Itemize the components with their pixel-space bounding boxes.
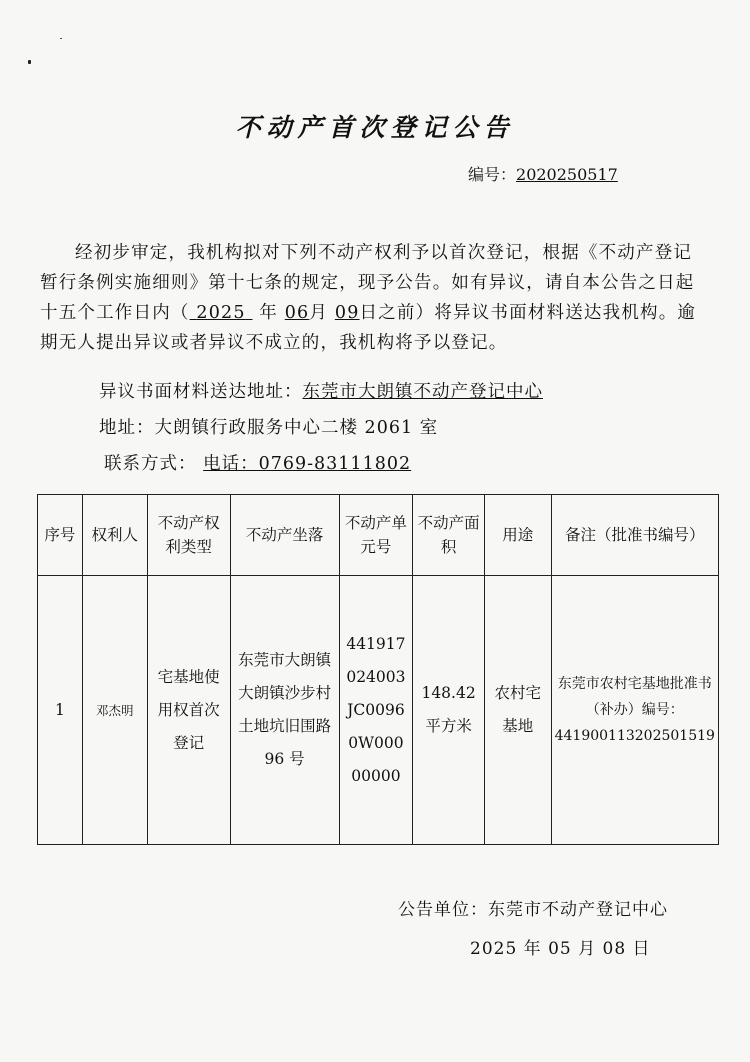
delivery-address-line [99,378,543,403]
cell-unit-no [339,576,413,845]
paragraph-text-2: 日之前）将异议书面材料送达我机构。逾期无人提出异议或者异议不成立的，我机构将予以登记。 [40,303,697,353]
header-cell: 不动产权利类型 [147,495,230,576]
contact-line [104,450,411,475]
deadline-month: 06 [284,303,310,323]
cell-holder: 邓杰明 [82,576,147,845]
header-cell: 用途 [484,495,551,576]
paragraph-text-1: 经初步审定，我机构拟对下列不动产权利予以首次登记，根据《不动产登记暂行条例实施细则》第十七条的规定，现予公告。如有异议，请自本公告之日起十五个工作日内（ [40,243,695,323]
registration-table [37,494,719,845]
year-unit: 年 [259,303,278,323]
contact-label: 联系方式： [104,454,197,474]
address-line [99,414,445,439]
issue-date: 2025 年 05 月 08 日 [470,939,651,959]
header-cell: 不动产面积 [413,495,484,576]
address-label: 地址： [99,418,155,438]
cell-no: 1 [38,576,83,845]
unit-no-text: 441917024003JC00960W00000000 [346,634,406,785]
issuer: 公告单位：东莞市不动产登记中心 [398,900,668,920]
deadline-day: 09 [334,303,360,323]
cell-type: 宅基地使用权首次登记 [147,576,230,845]
month-unit: 月 [309,303,329,323]
delivery-value: 东莞市大朗镇不动产登记中心 [302,382,543,402]
cell-notes: 东莞市农村宅基地批准书（补办）编号：441900113202501519 [551,576,718,845]
document-number [468,162,618,185]
delivery-label: 异议书面材料送达地址： [99,382,303,402]
header-cell: 备注（批准书编号） [551,495,718,576]
table-row [38,576,719,845]
deadline-year: 2025 [196,303,246,323]
contact-value: 电话：0769-83111802 [203,454,412,474]
table-header-row [38,495,719,576]
document-number-value: 2020250517 [516,165,618,184]
address-value: 大朗镇行政服务中心二楼 2061 室 [154,418,439,438]
header-cell: 不动产单元号 [339,495,413,576]
document-number-label: 编号： [468,165,517,184]
cell-location: 东莞市大朗镇大朗镇沙步村土地坑旧围路 96 号 [230,576,339,845]
cell-area: 148.42平方米 [413,576,484,845]
announcement-body [40,238,710,358]
scan-speck [60,38,62,39]
announcement-paragraph [40,238,710,358]
cell-use: 农村宅基地 [484,576,551,845]
header-cell: 序号 [38,495,83,576]
header-cell: 不动产坐落 [230,495,339,576]
header-cell: 权利人 [82,495,147,576]
scan-speck [28,60,31,64]
document-title: 不动产首次登记公告 [235,113,515,142]
